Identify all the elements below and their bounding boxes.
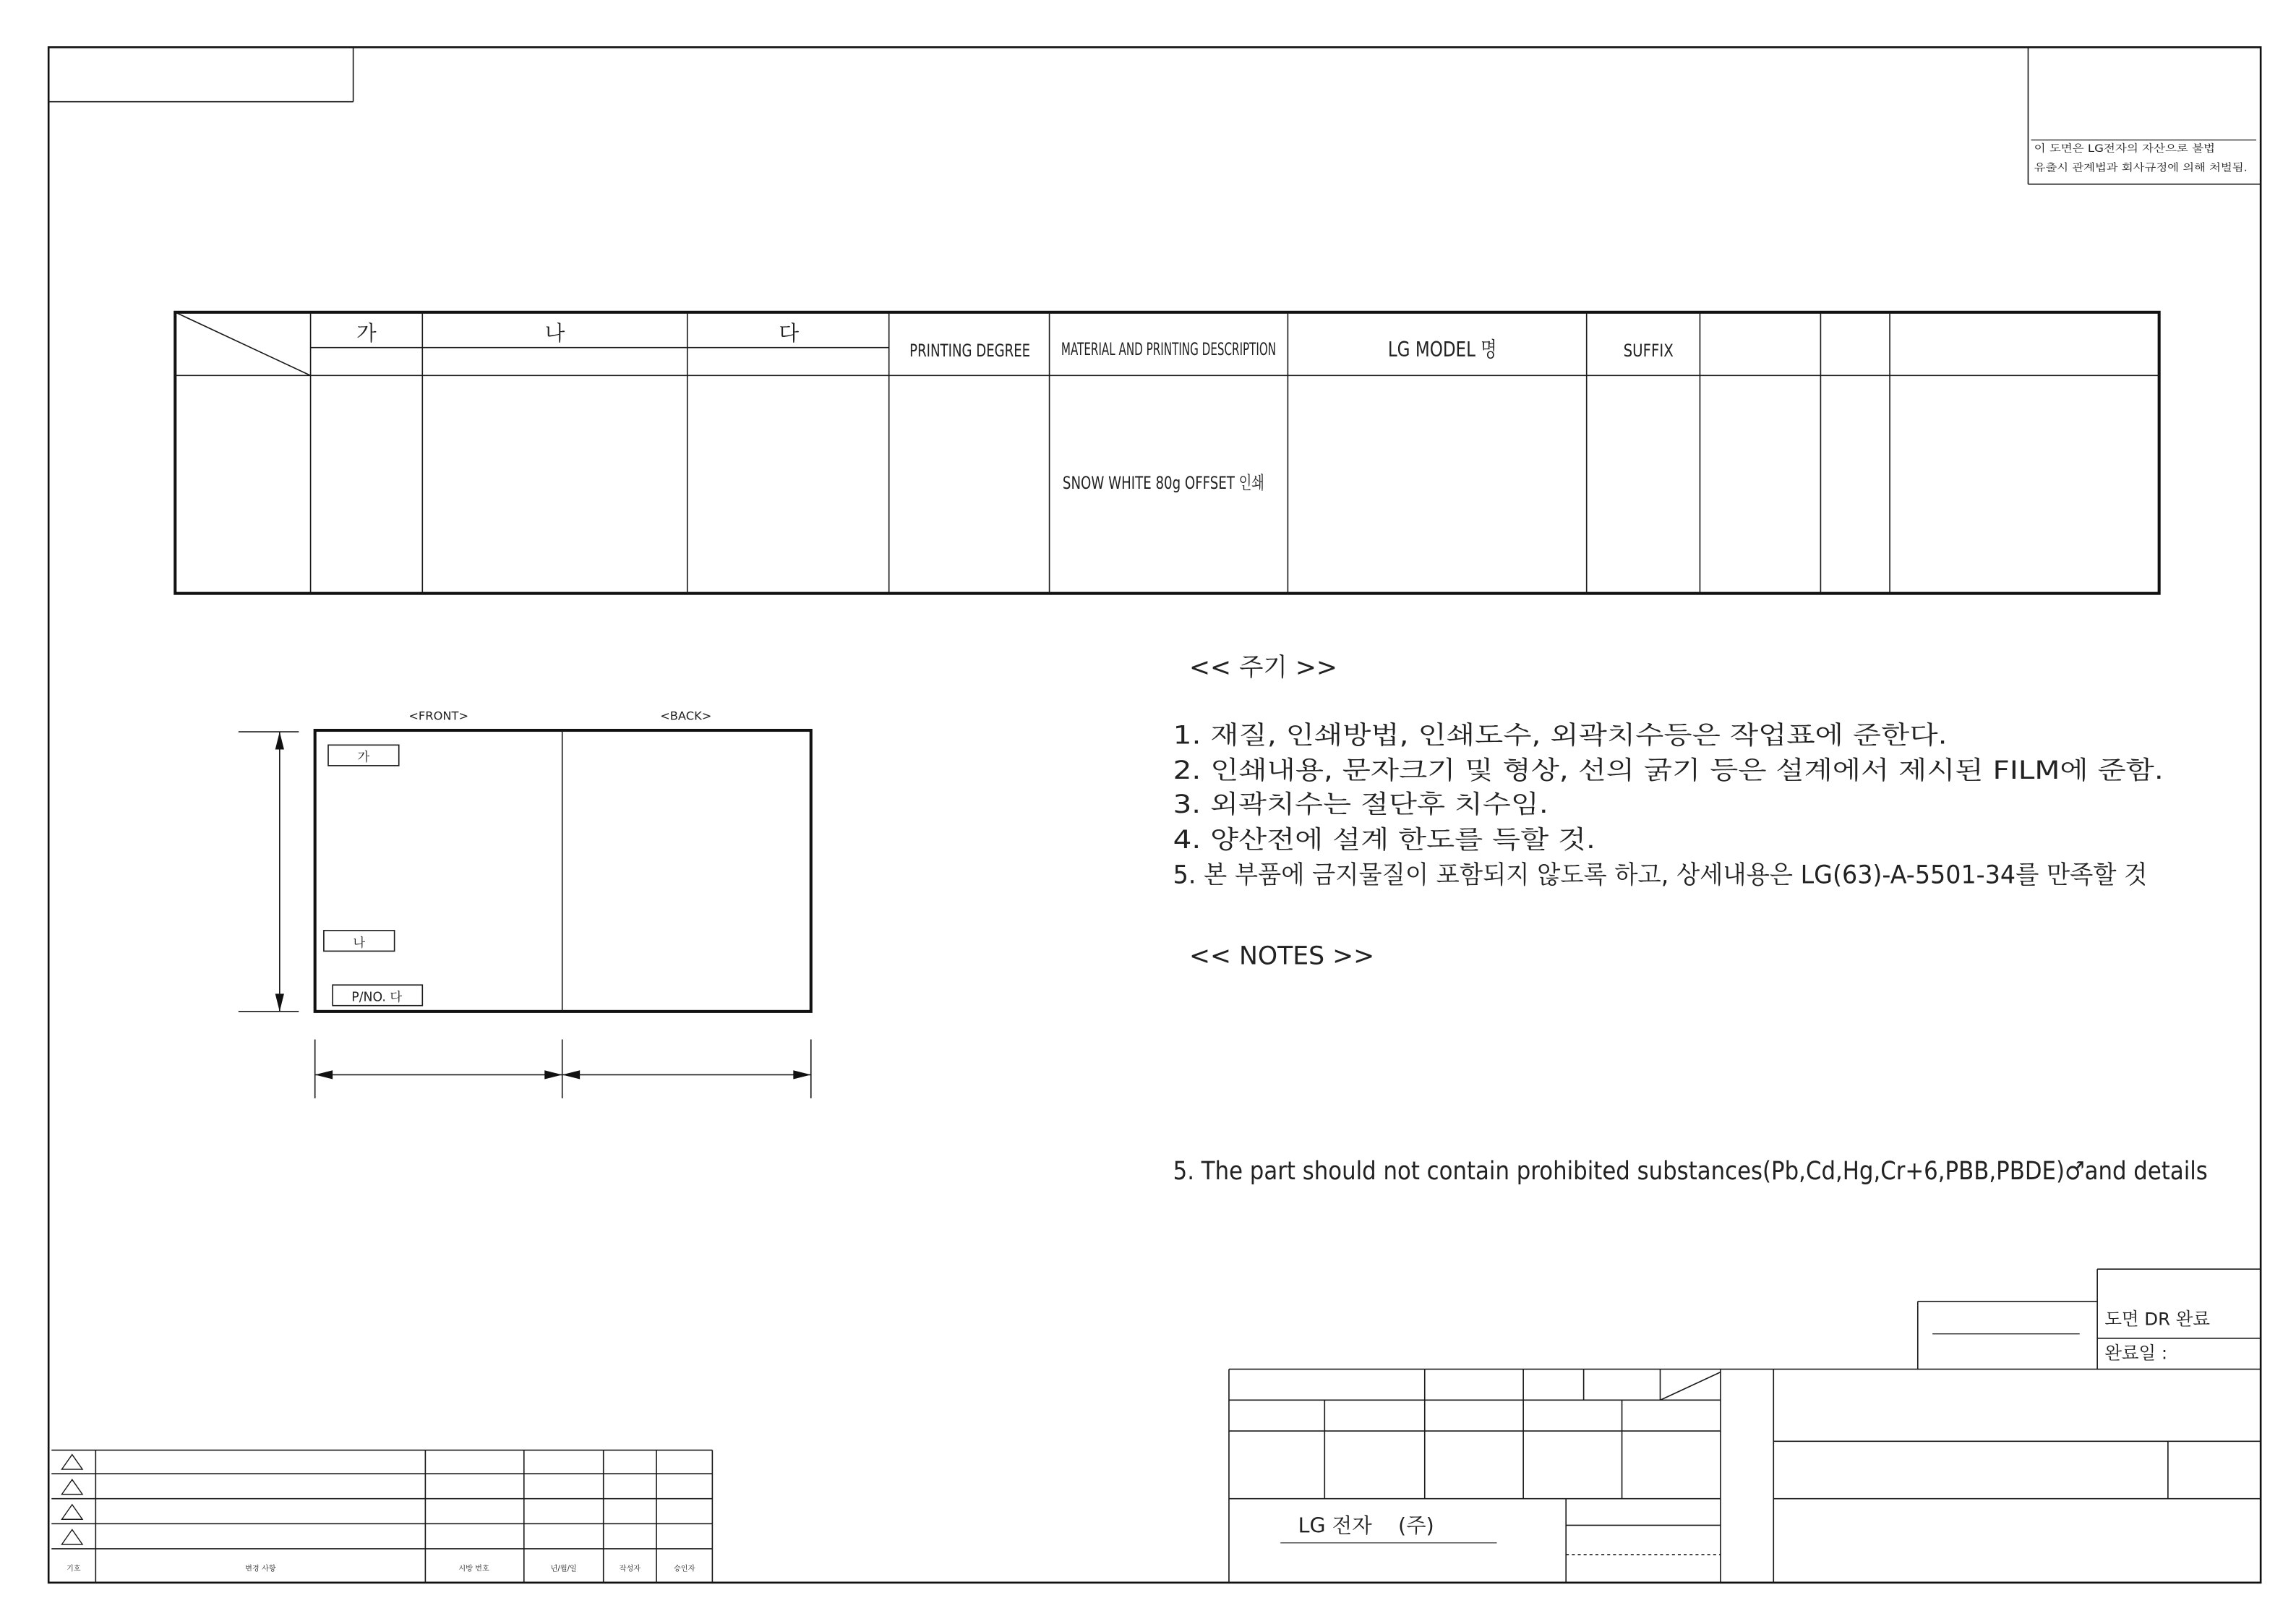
marker-na: 나 — [353, 936, 366, 951]
arrow-up-icon — [275, 732, 284, 749]
revision-triangle-icon — [62, 1530, 83, 1544]
back-label: <BACK> — [660, 709, 712, 723]
spec-table — [175, 312, 2159, 594]
header-da: 다 — [779, 321, 800, 346]
note-ko-item: 4. 양산전에 설계 한도를 득할 것. — [1173, 825, 1595, 855]
header-ga: 가 — [356, 321, 377, 346]
sheet-border — [48, 47, 2261, 1582]
revision-triangle-icon — [62, 1479, 83, 1494]
complete-date-label: 완료일 : — [2104, 1342, 2168, 1364]
confidential-notice-line2: 유출시 관계법과 회사규정에 의해 처벌됨. — [2034, 162, 2220, 174]
top-left-box — [48, 47, 353, 101]
title-block — [1229, 1269, 2261, 1583]
arrow-down-icon — [275, 993, 284, 1011]
note-ko-item: 3. 외곽치수는 절단후 치수임. — [1173, 790, 1548, 820]
marker-ga: 가 — [357, 750, 370, 765]
spec-table-corner-diagonal — [175, 312, 310, 376]
notes-en-title: << NOTES >> — [1189, 941, 1375, 971]
revision-table — [51, 1450, 712, 1583]
header-printing-degree: PRINTING DEGREE — [909, 339, 1031, 361]
confidential-notice-line1: 이 도면은 LG전자의 자산으로 불법 — [2034, 142, 2190, 155]
title-grid-diagonal — [1660, 1372, 1720, 1401]
arrow-right-icon — [544, 1070, 562, 1079]
revision-header: 작성자 — [619, 1565, 641, 1573]
confidential-notice-box — [2028, 47, 2261, 184]
marker-pno: P/NO. 다 — [351, 990, 403, 1005]
part-outline — [315, 730, 811, 1012]
revision-header: 년/월/일 — [550, 1565, 577, 1573]
material-value: SNOW WHITE 80g OFFSET 인쇄 — [1062, 472, 1264, 494]
notes-korean — [1173, 654, 2164, 890]
arrow-left-icon — [315, 1070, 333, 1079]
revision-header: 승인자 — [673, 1565, 695, 1573]
revision-header: 기호 — [66, 1565, 81, 1573]
note-ko-item: 1. 재질, 인쇄방법, 인쇄도수, 외곽치수등은 작업표에 준한다. — [1173, 721, 1948, 751]
arrow-right-icon — [793, 1070, 810, 1079]
revision-triangle-icon — [62, 1505, 83, 1519]
header-suffix: SUFFIX — [1623, 339, 1674, 361]
part-drawing — [239, 709, 811, 1098]
notes-english — [1173, 942, 2208, 1186]
note-en-item: 5. The part should not contain prohibited substances(Pb,Cd,Hg,Cr+6,PBB,PBDE)♂and details — [1173, 1156, 2208, 1186]
revision-triangle-icon — [62, 1455, 83, 1469]
front-label: <FRONT> — [408, 709, 469, 723]
dr-complete-label: 도면 DR 완료 — [2104, 1308, 2211, 1330]
header-na: 나 — [544, 321, 565, 346]
company-name: LG 전자 (주) — [1298, 1513, 1434, 1538]
header-material-description: MATERIAL AND PRINTING DESCRIPTION — [1061, 338, 1277, 359]
note-ko-item: 2. 인쇄내용, 문자크기 및 형상, 선의 굵기 등은 설계에서 제시된 FILM에 준함. — [1173, 756, 2164, 786]
notes-ko-title: << 주기 >> — [1189, 653, 1337, 683]
note-ko-item: 5. 본 부품에 금지물질이 포함되지 않도록 하고, 상세내용은 LG(63)-A-5501-34를 만족할 것 — [1173, 860, 2148, 890]
header-lg-model: LG MODEL 명 — [1387, 337, 1497, 362]
revision-header: 변경 사항 — [245, 1565, 276, 1573]
arrow-left-icon — [562, 1070, 580, 1079]
revision-header: 시방 번호 — [458, 1565, 489, 1573]
